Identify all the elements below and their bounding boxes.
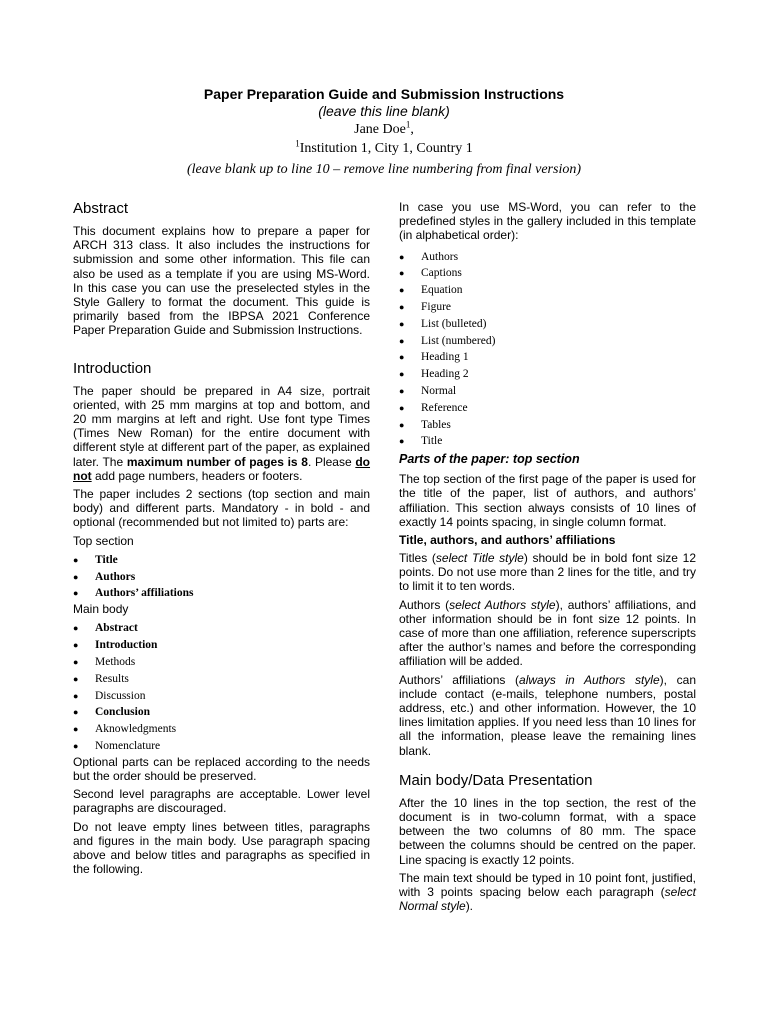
list-item: ● Figure	[399, 299, 696, 316]
list-item: ● Abstract	[73, 620, 370, 637]
intro-paragraph-5: Do not leave empty lines between titles, paragraphs and figures in the main body. Use paragraph spacing above and below titles and paragraphs as specified in the following.	[73, 819, 370, 877]
intro-text-b: . Please	[307, 454, 356, 469]
italic-style-name: always in Authors style	[519, 672, 660, 687]
author-name: Jane Doe	[354, 122, 406, 137]
spacer	[73, 342, 370, 360]
list-item: ● Captions	[399, 265, 696, 282]
text-span: ), can include contact (e-mails, telephone numbers, postal address, etc.) and other information. However, the 10 lines limitation applies. If you need less than 10 lines for all the information, please leave the remaining lines blank.	[399, 672, 696, 758]
list-item: ● Methods	[73, 654, 370, 671]
top-section-heading: Parts of the paper: top section	[399, 452, 580, 467]
intro-paragraph-1	[73, 384, 370, 483]
intro-bold-max-pages: maximum number of pages is 8	[126, 454, 308, 469]
paper-header	[0, 86, 768, 179]
introduction-heading: Introduction	[73, 359, 152, 377]
text-span: Authors’ affiliations (	[399, 672, 520, 687]
author-line	[0, 120, 768, 139]
list-item: ● Heading 1	[399, 349, 696, 366]
list-item: ● List (bulleted)	[399, 316, 696, 333]
list-item: ● Nomenclature	[73, 738, 370, 755]
author-suffix: ,	[410, 122, 414, 137]
paper-title: Paper Preparation Guide and Submission Instructions	[203, 86, 565, 102]
list-item: ● List (numbered)	[399, 333, 696, 350]
top-section-paragraph-3	[399, 598, 696, 669]
list-item: ● Equation	[399, 282, 696, 299]
list-item: ● Discussion	[73, 688, 370, 705]
styles-intro: In case you use MS-Word, you can refer to the predefined styles in the gallery included in this template (in alphabetical order):	[399, 200, 696, 243]
intro-paragraph-4: Second level paragraphs are acceptable. Lower level paragraphs are discouraged.	[73, 787, 370, 816]
intro-text-c: add page numbers, headers or footers.	[91, 468, 303, 483]
list-item: ● Results	[73, 671, 370, 688]
list-item: ● Aknowledgments	[73, 721, 370, 738]
title-authors-subheading: Title, authors, and authors’ affiliations	[399, 532, 616, 547]
text-span: Authors (	[399, 597, 450, 612]
list-item: ● Normal	[399, 383, 696, 400]
italic-style-name: select Title style	[435, 550, 524, 565]
list-item: ● Conclusion	[73, 704, 370, 721]
abstract-text: This document explains how to prepare a paper for ARCH 313 class. It also includes the instructions for submission and some other information. This file can also be used as a template if you are using MS-Word. In this case you can use the preselected styles in the Style Gallery to format the document. This guide is primarily based from the IBPSA 2021 Conference Paper Preparation Guide and Submission Instructions.	[73, 224, 370, 338]
top-section-paragraph-1: The top section of the first page of the paper is used for the title of the paper, list of authors, and authors’ affiliation. This section always consists of 10 lines of exactly 14 points spacing, in single column format.	[399, 472, 696, 529]
institution-superscript: 1	[295, 138, 300, 149]
top-section-list	[73, 552, 370, 602]
main-body-label: Main body	[73, 602, 129, 617]
main-body-paragraph-1: After the 10 lines in the top section, the rest of the document is in two-column format, with a space between the two columns of 80 mm. The space between the columns should be centred on the paper. Line spacing is exactly 12 points.	[399, 795, 696, 867]
intro-text-a: The paper should be prepared in A4 size, portrait oriented, with 25 mm margins at top and bottom, and 20 mm margins at left and right. Use font type Times (Times New Roman) for the entire document with different style at different part of the paper, as explained later. The	[73, 383, 370, 469]
main-body-list	[73, 620, 370, 754]
intro-bold-do-not: do not	[73, 454, 371, 483]
list-item: ● Tables	[399, 417, 696, 434]
list-item: ● Reference	[399, 400, 696, 417]
list-item: ● Authors’ affiliations	[73, 585, 370, 602]
italic-style-name: select Normal style	[399, 885, 696, 914]
italic-style-name: select Authors style	[449, 597, 556, 612]
text-span: The main text should be typed in 10 point font, justified, with 3 points spacing below each paragraph (	[399, 870, 696, 900]
text-span: ) should be in bold font size 12 points. Do not use more than 2 lines for the title, and try to limit it to ten words.	[399, 550, 696, 594]
intro-paragraph-3: Optional parts can be replaced according to the needs but the order should be preserved.	[73, 754, 370, 784]
list-item: ● Introduction	[73, 637, 370, 654]
left-column	[73, 200, 370, 880]
text-span: Titles (	[399, 550, 436, 565]
list-item: ● Title	[73, 552, 370, 569]
list-item: ● Authors	[73, 569, 370, 586]
text-span: ).	[465, 899, 474, 914]
list-item: ● Authors	[399, 249, 696, 266]
main-body-heading: Main body/Data Presentation	[399, 771, 593, 789]
intro-paragraph-2: The paper includes 2 sections (top section and main body) and different parts. Mandatory - in bold - and optional (recommended but not limited to) parts are:	[73, 487, 370, 530]
list-item: ● Heading 2	[399, 366, 696, 383]
abstract-heading: Abstract	[73, 200, 129, 217]
top-section-paragraph-2	[399, 551, 696, 594]
top-section-label: Top section	[73, 533, 134, 548]
header-note: (leave blank up to line 10 – remove line numbering from final version)	[187, 162, 581, 177]
institution-line	[0, 139, 768, 158]
blank-line-note: (leave this line blank)	[318, 103, 450, 119]
top-section-paragraph-4	[399, 673, 696, 758]
institution-text: Institution 1, City 1, Country 1	[299, 141, 473, 156]
text-span: ), authors’ affiliations, and other information should be in font size 12 points. In case of more than one affiliation, reference superscripts after the author’s names and before the corresponding affiliation will be added.	[399, 597, 696, 669]
right-column	[399, 200, 696, 917]
list-item: ● Title	[399, 433, 696, 450]
main-body-paragraph-2	[399, 871, 696, 914]
author-superscript: 1	[405, 119, 411, 130]
styles-list	[399, 249, 696, 451]
